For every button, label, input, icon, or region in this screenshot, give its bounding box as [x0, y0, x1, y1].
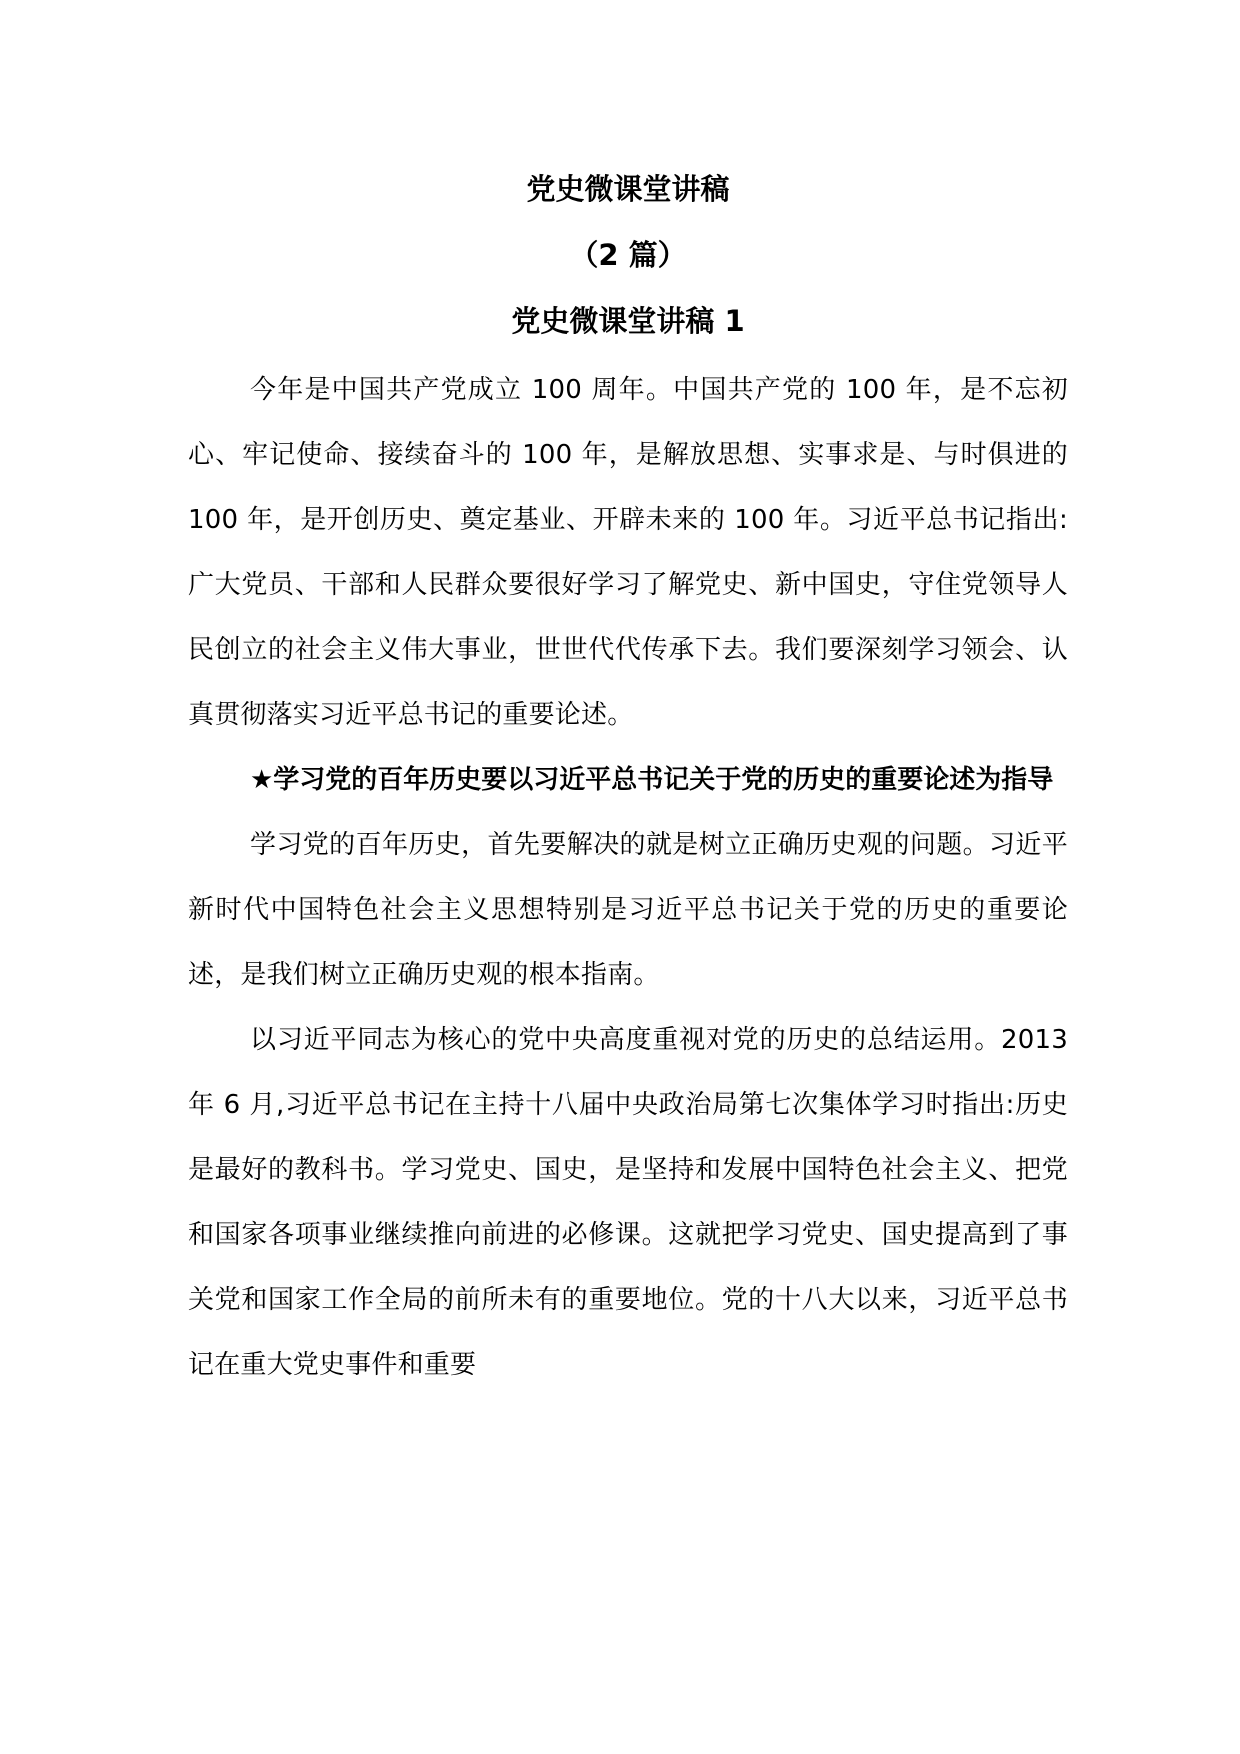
paragraph-party-center: 以习近平同志为核心的党中央高度重视对党的历史的总结运用。2013 年 6 月,习近平总书记在主持十八届中央政治局第七次集体学习时指出:历史是最好的教科书。学习党史、国史，是坚持和发展中国特色社会主义、把党和国家各项事业继续推向前进的必修课。这就把学习党史、国史提高到了事关党和国家工作全局的前所未有的重要地位。党的十八大以来，习近平总书记在重大党史事件和重要 — [188, 1025, 1068, 1380]
section-heading: ★学习党的百年历史要以习近平总书记关于党的历史的重要论述为指导 — [250, 765, 1054, 795]
document-subtitle: （2 篇） — [569, 238, 687, 272]
section-title: 党史微课堂讲稿 1 — [511, 304, 745, 338]
paragraph-intro: 今年是中国共产党成立 100 周年。中国共产党的 100 年，是不忘初心、牢记使命、接续奋斗的 100 年，是解放思想、实事求是、与时俱进的 100 年，是开创历史、奠定基业、开辟未来的 100 年。习近平总书记指出:广大党员、干部和人民群众要很好学习了解党史、新中国史，守住党领导人民创立的社会主义伟大事业，世世代代传承下去。我们要深刻学习领会、认真贯彻落实习近平总书记的重要论述。 — [188, 375, 1068, 730]
document-title: 党史微课堂讲稿 — [526, 172, 730, 206]
paragraph-history-view: 学习党的百年历史，首先要解决的就是树立正确历史观的问题。习近平新时代中国特色社会主义思想特别是习近平总书记关于党的历史的重要论述，是我们树立正确历史观的根本指南。 — [188, 830, 1068, 990]
document-content — [188, 172, 1068, 1398]
